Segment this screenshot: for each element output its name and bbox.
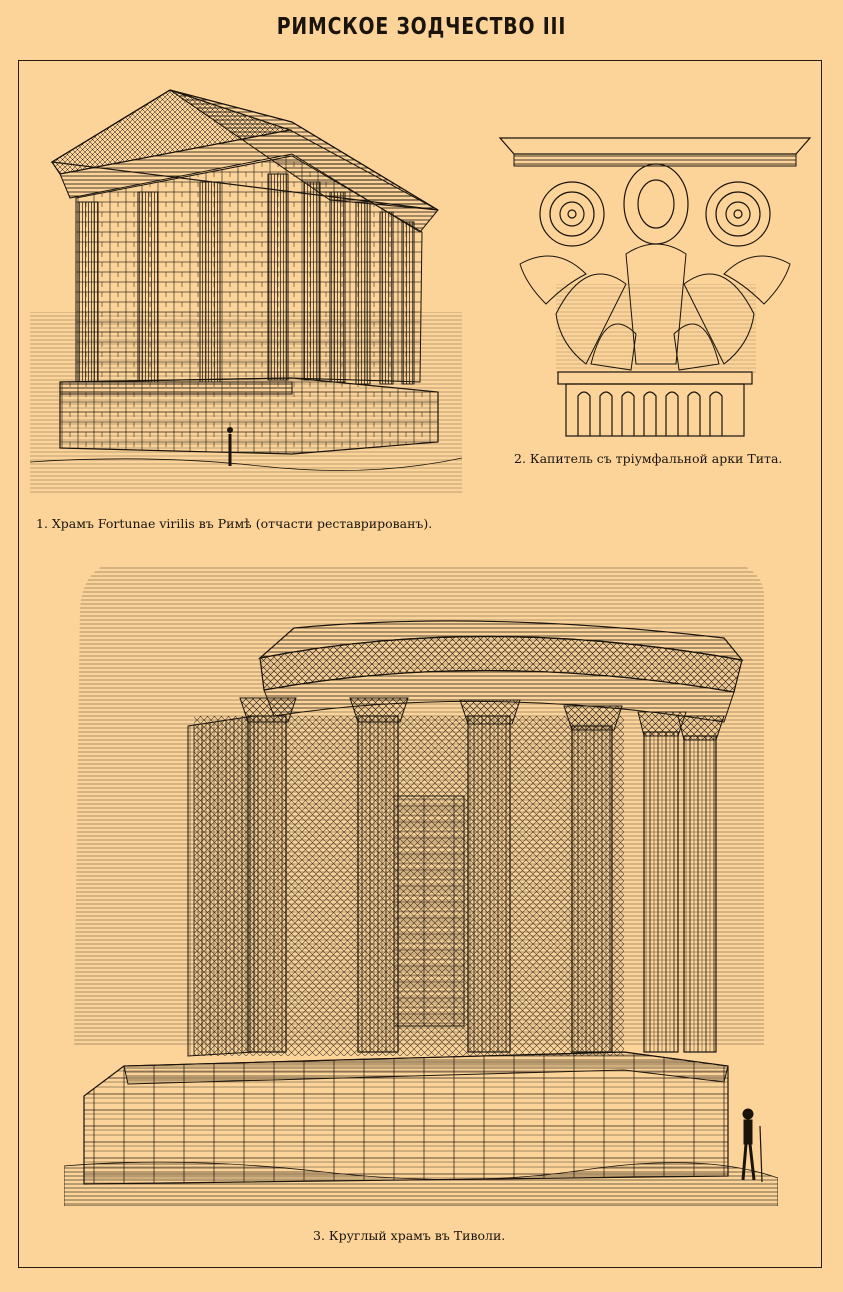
figure-2-caption: 2. Капитель съ тріумфальной арки Тита. (514, 451, 783, 466)
figure-1-caption: 1. Храмъ Fortunae virilis въ Римѣ (отчасти реставрированъ). (36, 516, 433, 531)
figure-2-capital-engraving (496, 134, 814, 440)
page-title: РИМСКОЕ ЗОДЧЕСТВО III (276, 14, 567, 40)
figure-1-temple-fortunae-engraving (30, 82, 462, 494)
figure-3-caption: 3. Круглый храмъ въ Тиволи. (313, 1228, 506, 1243)
figure-3-round-temple-tivoli-engraving (64, 566, 778, 1206)
